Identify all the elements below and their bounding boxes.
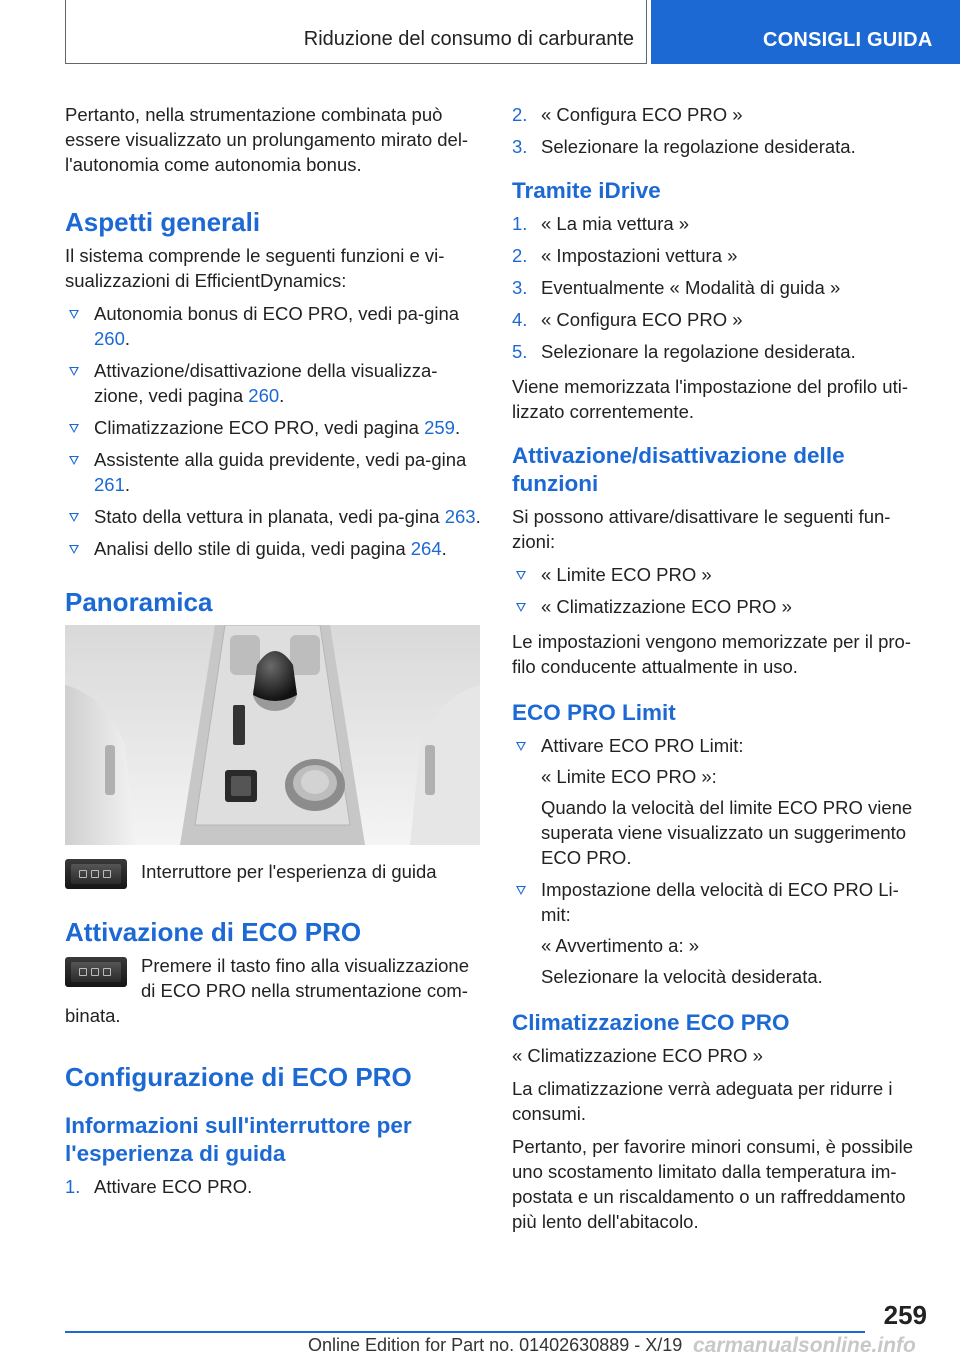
step-number: 4. [512,309,528,330]
triangle-bullet-icon [69,513,79,522]
footer-divider [65,1331,865,1333]
clima-paragraph-3: Pertanto, per favorire minori consumi, è possibile uno scostamento limitato dalla temperatura im-postata e un riscaldamento o un raffreddamento più lento dell'abitacolo. [512,1136,914,1232]
step-item [512,307,927,332]
funzioni-paragraph: Si possono attivare/disattivare le seguenti fun-zioni: [512,506,891,552]
heading-eco-pro-limit: ECO PRO Limit [512,700,676,725]
heading-funzioni: Attivazione/disattivazione delle funzioni [512,443,845,496]
header-title: Riduzione del consumo di carburante [303,28,634,50]
page-link[interactable]: 263 [444,506,476,527]
step-item [65,1174,485,1199]
heading-tramite-idrive: Tramite iDrive [512,178,661,203]
attivazione-paragraph [65,953,485,1028]
step-item [512,339,927,364]
list-item [65,358,485,408]
continued-steps [512,102,927,159]
list-item-text: Analisi dello stile di guida, vedi pagina 264. [94,538,447,559]
heading-informazioni: Informazioni sull'interruttore per l'esperienza di guida [65,1113,412,1166]
heading-configurazione: Configurazione di ECO PRO [65,1062,412,1092]
step-number: 2. [512,245,528,266]
list-item-text: « Limite ECO PRO » [541,564,712,585]
list-item [65,415,485,440]
heading-climatizzazione: Climatizzazione ECO PRO [512,1010,790,1035]
funzioni-list [512,562,927,619]
step-number: 1. [65,1176,81,1197]
step-text: « La mia vettura » [541,213,690,234]
header-section-label: CONSIGLI GUIDA [763,29,933,51]
page-link[interactable]: 259 [424,417,455,438]
page-link[interactable]: 260 [248,385,280,406]
list-item [65,447,485,497]
step-text: Selezionare la regolazione desiderata. [541,136,856,157]
list-item-text: Climatizzazione ECO PRO, vedi pagina 259. [94,417,461,438]
clima-paragraph-2: La climatizzazione verrà adeguata per ridurre i consumi. [512,1078,893,1124]
icon-caption-row [65,859,485,889]
idrive-steps [512,211,927,364]
heading-aspetti-generali: Aspetti generali [65,207,261,237]
page-number: 259 [883,1300,927,1330]
triangle-bullet-icon [69,456,79,465]
list-item-text: Assistente alla guida previdente, vedi pa-gina 261. [94,449,467,495]
step-number: 3. [512,277,528,298]
center-console-image [65,625,480,845]
list-item-text: Stato della vettura in planata, vedi pa-gina 263. [94,506,481,527]
console-photo [65,625,480,845]
step-item [512,102,927,127]
triangle-bullet-icon [516,886,526,895]
step-number: 5. [512,341,528,362]
header-section-tab[interactable] [651,0,960,64]
step-number: 1. [512,213,528,234]
step-number: 2. [512,104,528,125]
aspetti-paragraph: Il sistema comprende le seguenti funzioni e vi-sualizzazioni di EfficientDynamics: [65,245,445,291]
list-item [65,504,485,529]
list-item [512,594,927,619]
icon-caption: Interruttore per l'esperienza di guida [141,861,437,882]
heading-attivazione: Attivazione di ECO PRO [65,917,362,947]
idrive-note: Viene memorizzata l'impostazione del profilo uti-lizzato correntemente. [512,376,908,422]
page-link[interactable]: 260 [94,328,125,349]
step-item [512,243,927,268]
watermark: carmanualsonline.info [693,1334,916,1357]
step-number: 3. [512,136,528,157]
attivazione-text: Premere il tasto fino alla visualizzazione di ECO PRO nella strumentazione com-binata. [65,955,470,1026]
page-link[interactable]: 264 [410,538,442,559]
intro-paragraph: Pertanto, nella strumentazione combinata può essere visualizzato un prolungamento mirato del-l'autonomia come autonomia bonus. [65,104,469,175]
info-steps [65,1174,485,1199]
list-item [65,536,485,561]
step-item [512,211,927,236]
step-text: Attivare ECO PRO. [94,1176,253,1197]
funzioni-note: Le impostazioni vengono memorizzate per il pro-filo conducente attualmente in uso. [512,631,911,677]
triangle-bullet-icon [516,571,526,580]
left-column [65,102,485,1209]
right-column [512,102,927,1242]
triangle-bullet-icon [516,603,526,612]
header-title-box [65,0,647,64]
list-item: Impostazione della velocità di ECO PRO Li-mit: « Avvertimento a: » Selezionare la velocità desiderata. [512,877,927,989]
triangle-bullet-icon [69,367,79,376]
list-item-text: « Climatizzazione ECO PRO » [541,596,792,617]
aspetti-list [65,301,485,561]
list-item [512,562,927,587]
triangle-bullet-icon [69,310,79,319]
limit-list [512,733,927,989]
list-item: Attivare ECO PRO Limit: « Limite ECO PRO »: Quando la velocità del limite ECO PRO viene superata viene visualizzato un suggerimento ECO PRO. [512,733,927,870]
list-item-text: Attivazione/disattivazione della visualizza-zione, vedi pagina 260. [94,360,438,406]
triangle-bullet-icon [69,424,79,433]
triangle-bullet-icon [516,742,526,751]
triangle-bullet-icon [69,545,79,554]
page-header [0,0,960,66]
step-text: Selezionare la regolazione desiderata. [541,341,856,362]
step-text: « Configura ECO PRO » [541,104,743,125]
list-item [65,301,485,351]
step-text: « Configura ECO PRO » [541,309,743,330]
driving-experience-switch-icon [65,957,127,987]
step-item [512,275,927,300]
clima-paragraph-1: « Climatizzazione ECO PRO » [512,1045,763,1066]
edition-text: Online Edition for Part no. 01402630889 - X/19 [308,1335,683,1355]
heading-panoramica: Panoramica [65,587,213,617]
step-item [512,134,927,159]
list-item-text: Autonomia bonus di ECO PRO, vedi pa-gina 260. [94,303,460,349]
page-link[interactable]: 261 [94,474,125,495]
step-text: Eventualmente « Modalità di guida » [541,277,841,298]
driving-experience-switch-icon [65,859,127,889]
step-text: « Impostazioni vettura » [541,245,738,266]
